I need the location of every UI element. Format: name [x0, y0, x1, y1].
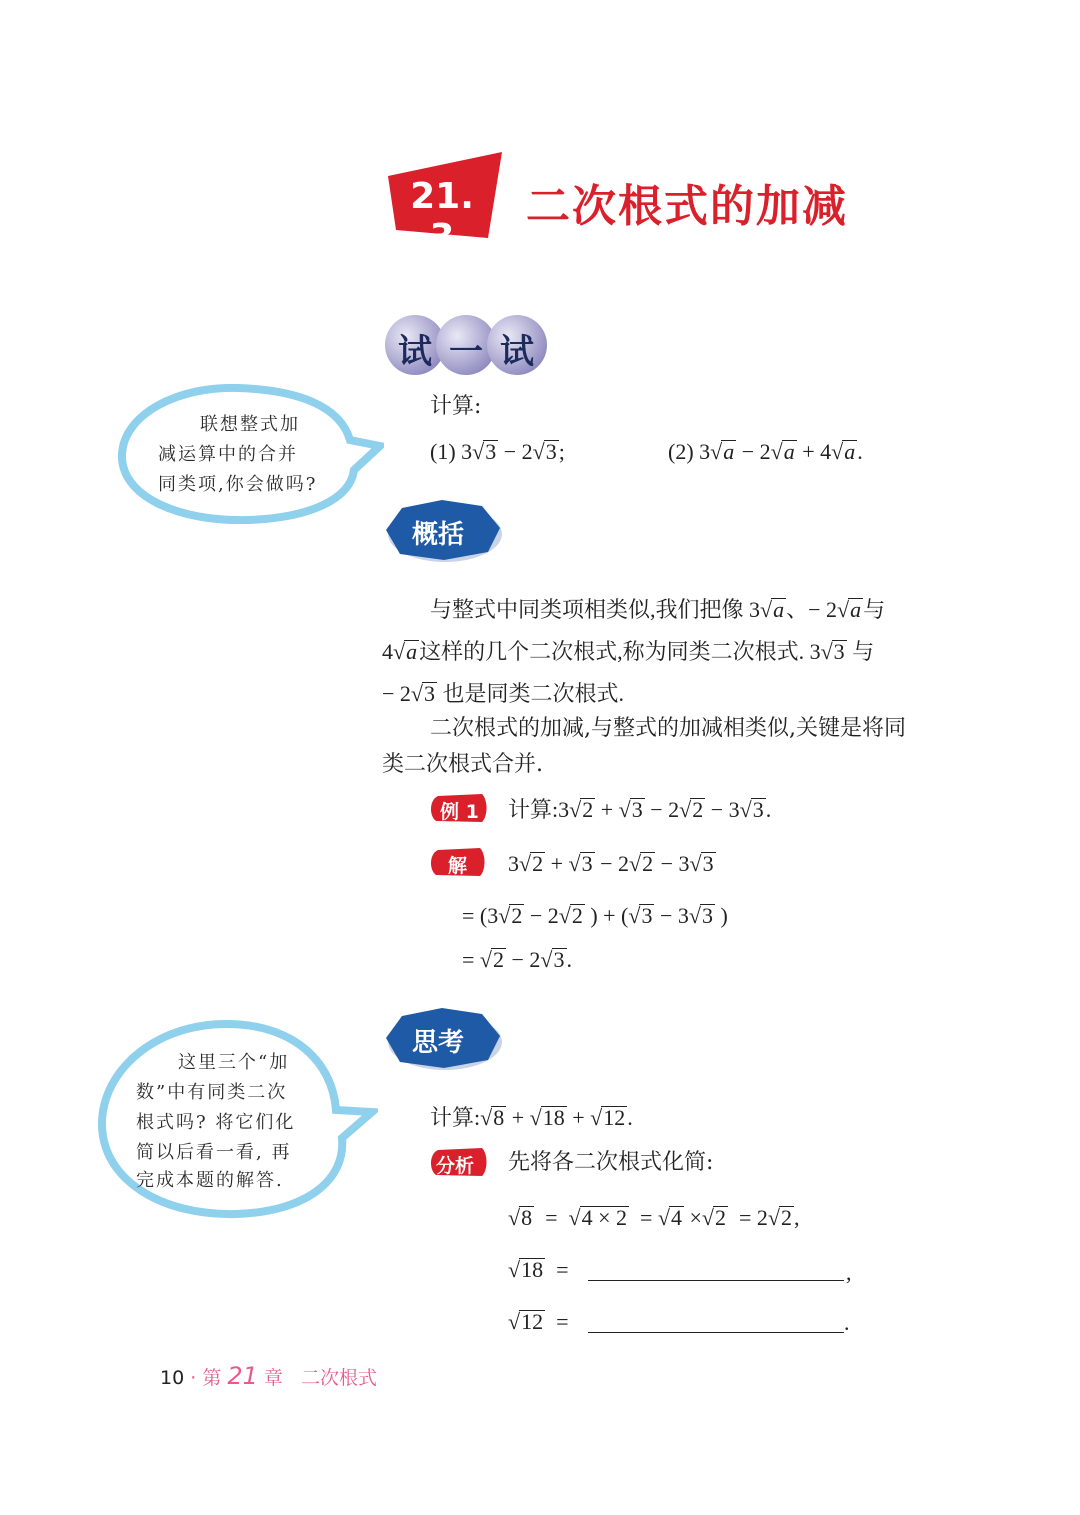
- try-it-char-2: 一: [449, 332, 483, 372]
- hint-bubble-2-line-1: 这里三个“加: [178, 1052, 290, 1073]
- answer-blank-sqrt12[interactable]: [588, 1332, 844, 1333]
- solution-line-1: 3√ 2 + √ 3 − 2√ 2 − 3√ 3: [508, 852, 716, 875]
- period: .: [844, 1310, 850, 1335]
- summary-para1-line3: − 2√ 3 也是同类二次根式.: [382, 682, 624, 705]
- page-number: 10: [160, 1367, 185, 1389]
- simplify-sqrt12: √ 12 =: [508, 1310, 569, 1333]
- try-it-problem-1: (1) 3√ 3 − 2√ 3;: [430, 440, 565, 463]
- hint-bubble-2-line-4: 简以后看一看, 再: [136, 1142, 292, 1163]
- comma: ,: [846, 1260, 852, 1285]
- answer-blank-sqrt18[interactable]: [588, 1280, 844, 1281]
- try-it-char-3: 试: [500, 332, 534, 372]
- analysis-text: 先将各二次根式化简:: [508, 1150, 714, 1175]
- try-it-prompt: 计算:: [430, 394, 482, 419]
- try-it-problem-2: (2) 3√ a − 2√ a + 4√ a.: [668, 440, 863, 463]
- page-footer: 10 · 第 21 章 二次根式: [160, 1362, 378, 1390]
- think-problem: 计算:√ 8 + √ 18 + √ 12.: [430, 1106, 633, 1129]
- hint-bubble-2-line-3: 根式吗? 将它们化: [136, 1112, 296, 1133]
- hint-bubble-1-line-3: 同类项,你会做吗?: [158, 474, 318, 495]
- chapter-title: 二次根式: [301, 1367, 378, 1389]
- think-label: 思考: [412, 1028, 465, 1058]
- summary-para2-line1: 二次根式的加减,与整式的加减相类似,关键是将同: [430, 716, 906, 741]
- section-title: 二次根式的加减: [526, 181, 848, 232]
- hint-bubble-2-line-5: 完成本题的解答.: [136, 1170, 284, 1191]
- hint-bubble-2-line-2: 数”中有同类二次: [136, 1082, 288, 1103]
- hint-bubble-1-line-2: 减运算中的合并: [158, 444, 298, 465]
- chapter-number: 21: [227, 1362, 258, 1390]
- summary-para1-line2: 4√ a这样的几个二次根式,称为同类二次根式. 3√ 3 与: [382, 640, 874, 663]
- try-it-char-1: 试: [398, 332, 432, 372]
- hint-bubble-1-line-1: 联想整式加: [200, 414, 300, 435]
- simplify-sqrt8: √ 8 = √ 4 × 2 = √ 4 ×√ 2 = 2√ 2,: [508, 1206, 800, 1229]
- example-label: 例 1: [440, 801, 479, 823]
- solution-line-3: = √ 2 − 2√ 3.: [462, 948, 572, 971]
- analysis-label: 分析: [436, 1155, 475, 1177]
- summary-label: 概括: [412, 520, 465, 550]
- solution-line-2: = (3√ 2 − 2√ 2 ) + (√ 3 − 3√ 3 ): [462, 904, 728, 927]
- example-question: 计算:3√ 2 + √ 3 − 2√ 2 − 3√ 3.: [508, 798, 771, 821]
- solution-label: 解: [448, 855, 468, 877]
- summary-para1-line1: 与整式中同类项相类似,我们把像 3√ a、− 2√ a与: [430, 598, 885, 621]
- summary-para2-line2: 类二次根式合并.: [382, 752, 543, 777]
- simplify-sqrt18: √ 18 =: [508, 1258, 569, 1281]
- section-number: 21. 3: [410, 176, 474, 258]
